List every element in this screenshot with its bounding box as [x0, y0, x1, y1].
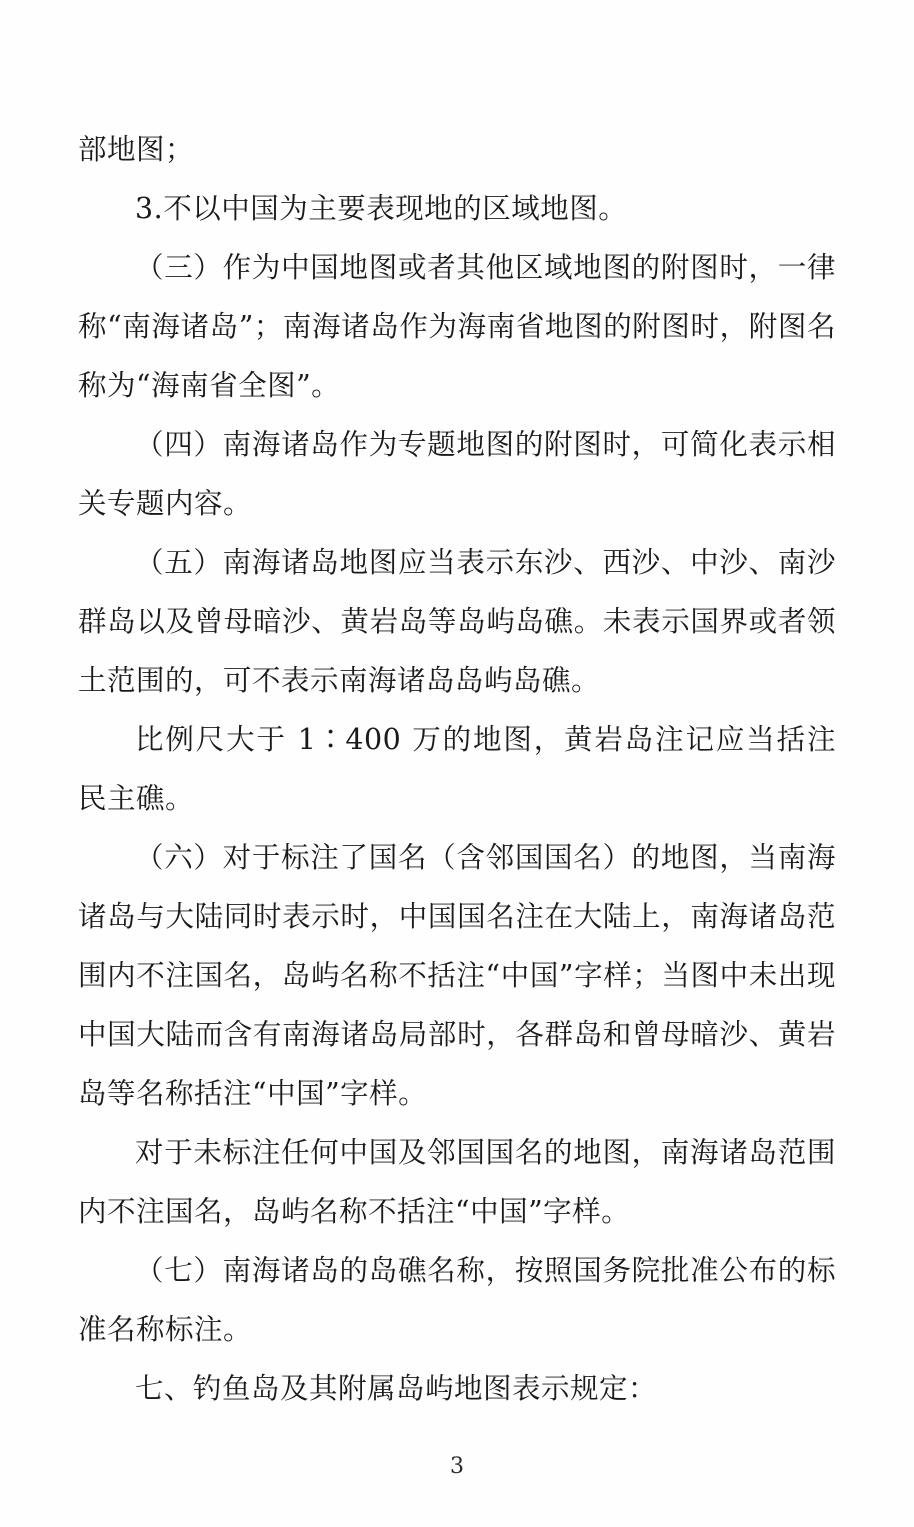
paragraph-4: （四）南海诸岛作为专题地图的附图时，可简化表示相关专题内容。 — [78, 428, 836, 520]
paragraph-8: 对于未标注任何中国及邻国国名的地图，南海诸岛范围内不注国名，岛屿名称不括注“中国”字样。 — [78, 1136, 836, 1228]
paragraph-5: （五）南海诸岛地图应当表示东沙、西沙、中沙、南沙群岛以及曾母暗沙、黄岩岛等岛屿岛礁。未表示国界或者领土范围的，可不表示南海诸岛岛屿岛礁。 — [78, 546, 836, 697]
paragraph-2: 3.不以中国为主要表现地的区域地图。 — [135, 192, 628, 225]
paragraph-1: 部地图； — [78, 133, 195, 166]
paragraph-6: 比例尺大于 1∶400 万的地图，黄岩岛注记应当括注民主礁。 — [78, 723, 836, 815]
document-body — [78, 120, 836, 1418]
paragraph-7: （六）对于标注了国名（含邻国国名）的地图，当南海诸岛与大陆同时表示时，中国国名注在大陆上，南海诸岛范围内不注国名，岛屿名称不括注“中国”字样；当图中未出现中国大陆而含有南海诸岛局部时，各群岛和曾母暗沙、黄岩岛等名称括注“中国”字样。 — [78, 841, 836, 1110]
paragraph-10: 七、钓鱼岛及其附属岛屿地图表示规定： — [135, 1372, 658, 1405]
paragraph-9: （七）南海诸岛的岛礁名称，按照国务院批准公布的标准名称标注。 — [78, 1254, 836, 1346]
paragraph-3: （三）作为中国地图或者其他区域地图的附图时，一律称“南海诸岛”；南海诸岛作为海南省地图的附图时，附图名称为“海南省全图”。 — [78, 251, 836, 402]
page-number: 3 — [450, 1454, 464, 1479]
